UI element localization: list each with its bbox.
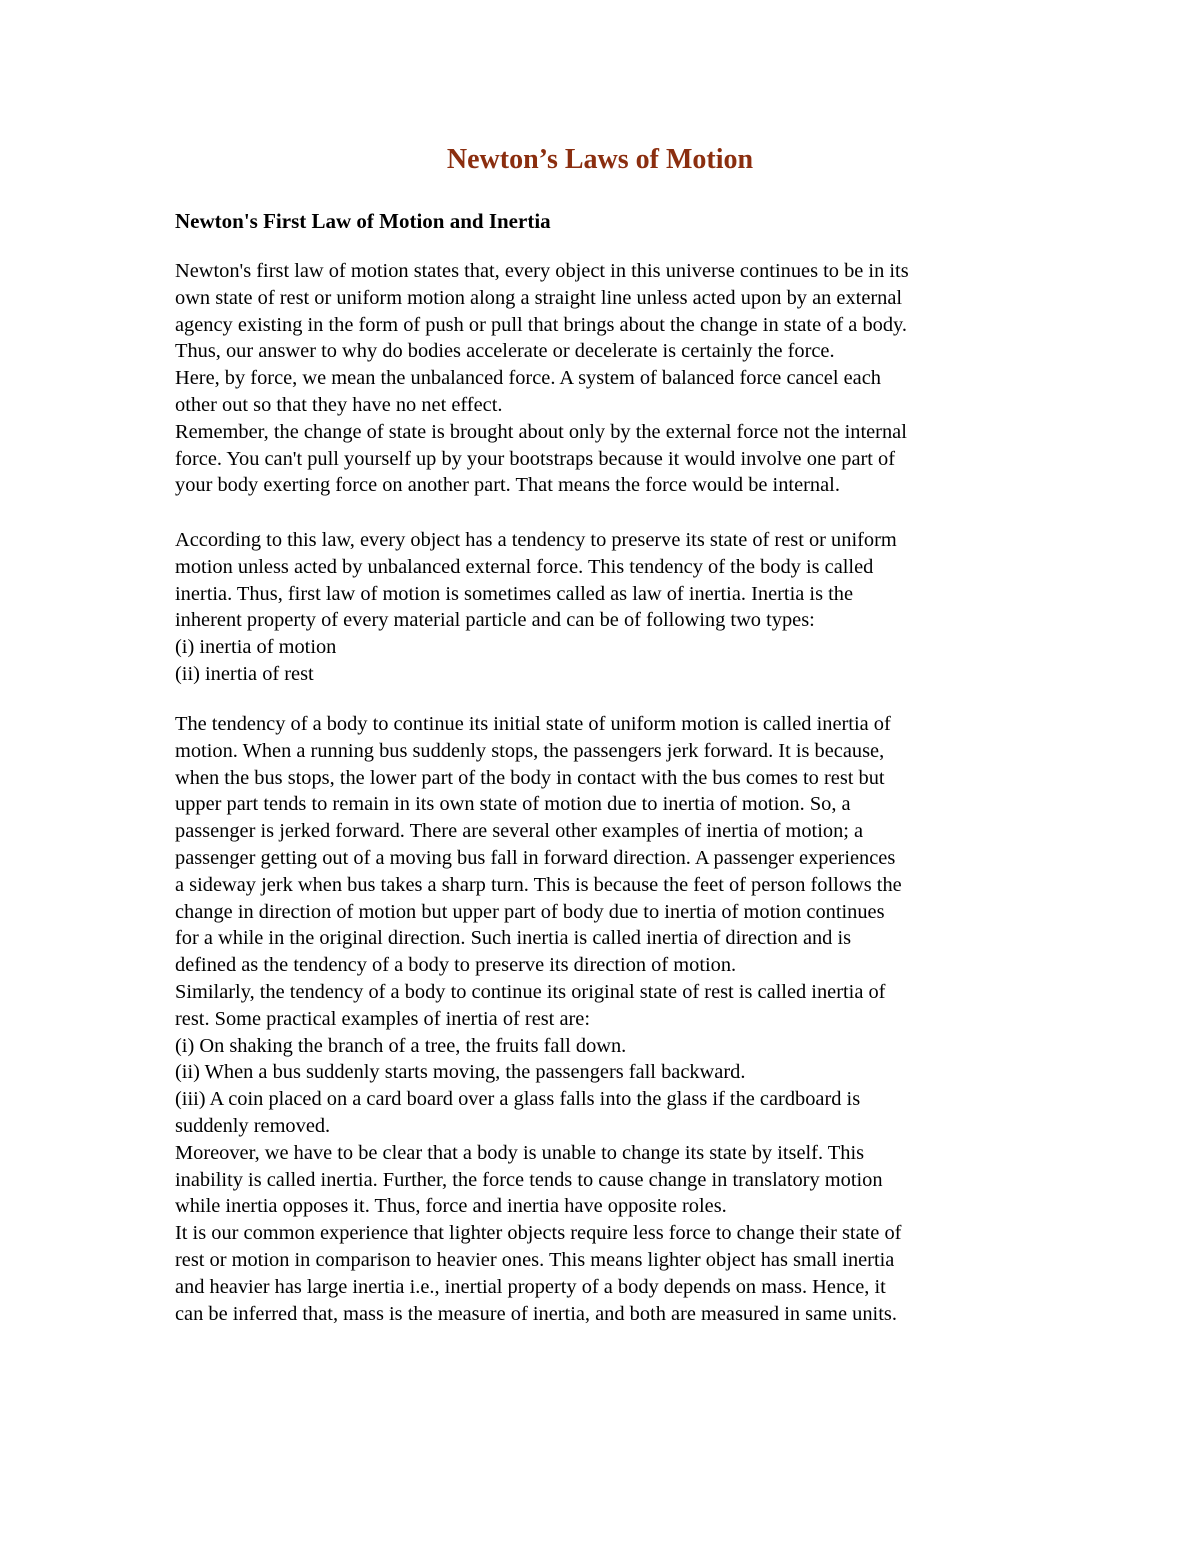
text-line: Newton's first law of motion states that, every object in this universe continues to be in its — [175, 260, 909, 282]
text-line: Here, by force, we mean the unbalanced force. A system of balanced force cancel each — [175, 367, 881, 390]
text-line: for a while in the original direction. Such inertia is called inertia of direction and is — [175, 927, 852, 950]
text-line: force. You can't pull yourself up by your bootstraps because it would involve one part of — [175, 447, 896, 470]
paragraph-block-2 — [175, 527, 1035, 688]
text-line: and heavier has large inertia i.e., inertial property of a body depends on mass. Hence, it — [175, 1275, 886, 1298]
text-line: a sideway jerk when bus takes a sharp turn. This is because the feet of person follows the — [175, 873, 902, 896]
text-line: Remember, the change of state is brought about only by the external force not the internal — [175, 420, 907, 443]
text-line: passenger getting out of a moving bus fall in forward direction. A passenger experiences — [175, 846, 896, 869]
text-line: The tendency of a body to continue its initial state of uniform motion is called inertia of — [175, 713, 891, 735]
text-line: motion unless acted by unbalanced external force. This tendency of the body is called — [175, 555, 874, 578]
text-line: Thus, our answer to why do bodies accelerate or decelerate is certainly the force. — [175, 340, 835, 363]
text-line: your body exerting force on another part. That means the force would be internal. — [175, 474, 840, 497]
text-line: upper part tends to remain in its own state of motion due to inertia of motion. So, a — [175, 793, 851, 816]
text-line: defined as the tendency of a body to preserve its direction of motion. — [175, 954, 737, 977]
text-line: It is our common experience that lighter objects require less force to change their state of — [175, 1222, 902, 1245]
text-line: can be inferred that, mass is the measure of inertia, and both are measured in same units. — [175, 1302, 897, 1325]
text-line: rest or motion in comparison to heavier ones. This means lighter object has small inertia — [175, 1248, 895, 1271]
text-line: change in direction of motion but upper part of body due to inertia of motion continues — [175, 900, 885, 923]
text-line: rest. Some practical examples of inertia of rest are: — [175, 1007, 591, 1030]
document-title: Newton’s Laws of Motion — [446, 144, 754, 175]
text-line: own state of rest or uniform motion along a straight line unless acted upon by an external — [175, 286, 903, 309]
text-line: passenger is jerked forward. There are several other examples of inertia of motion; a — [175, 820, 864, 843]
text-line: Similarly, the tendency of a body to continue its original state of rest is called inertia of — [175, 980, 886, 1003]
text-line: (ii) When a bus suddenly starts moving, the passengers fall backward. — [175, 1061, 746, 1084]
text-line: inability is called inertia. Further, the force tends to cause change in translatory motion — [175, 1168, 883, 1191]
text-line: According to this law, every object has a tendency to preserve its state of rest or uniform — [175, 529, 897, 551]
text-line: (ii) inertia of rest — [175, 662, 314, 685]
paragraph-block-1 — [175, 258, 1035, 499]
paragraph-block-3 — [175, 711, 1035, 1327]
text-line: Moreover, we have to be clear that a body is unable to change its state by itself. This — [175, 1141, 865, 1164]
text-line: suddenly removed. — [175, 1114, 331, 1137]
text-line: agency existing in the form of push or pull that brings about the change in state of a body. — [175, 313, 908, 336]
text-line: (i) On shaking the branch of a tree, the fruits fall down. — [175, 1034, 627, 1057]
text-line: (i) inertia of motion — [175, 636, 337, 659]
text-line: when the bus stops, the lower part of the body in contact with the bus comes to rest but — [175, 766, 885, 789]
text-line: inherent property of every material particle and can be of following two types: — [175, 609, 815, 632]
section-heading: Newton's First Law of Motion and Inertia — [175, 209, 551, 233]
text-line: motion. When a running bus suddenly stops, the passengers jerk forward. It is because, — [175, 739, 885, 762]
text-line: (iii) A coin placed on a card board over a glass falls into the glass if the cardboard is — [175, 1088, 861, 1111]
text-line: while inertia opposes it. Thus, force and inertia have opposite roles. — [175, 1195, 727, 1218]
text-line: inertia. Thus, first law of motion is sometimes called as law of inertia. Inertia is the — [175, 582, 854, 605]
text-line: other out so that they have no net effect. — [175, 393, 503, 416]
